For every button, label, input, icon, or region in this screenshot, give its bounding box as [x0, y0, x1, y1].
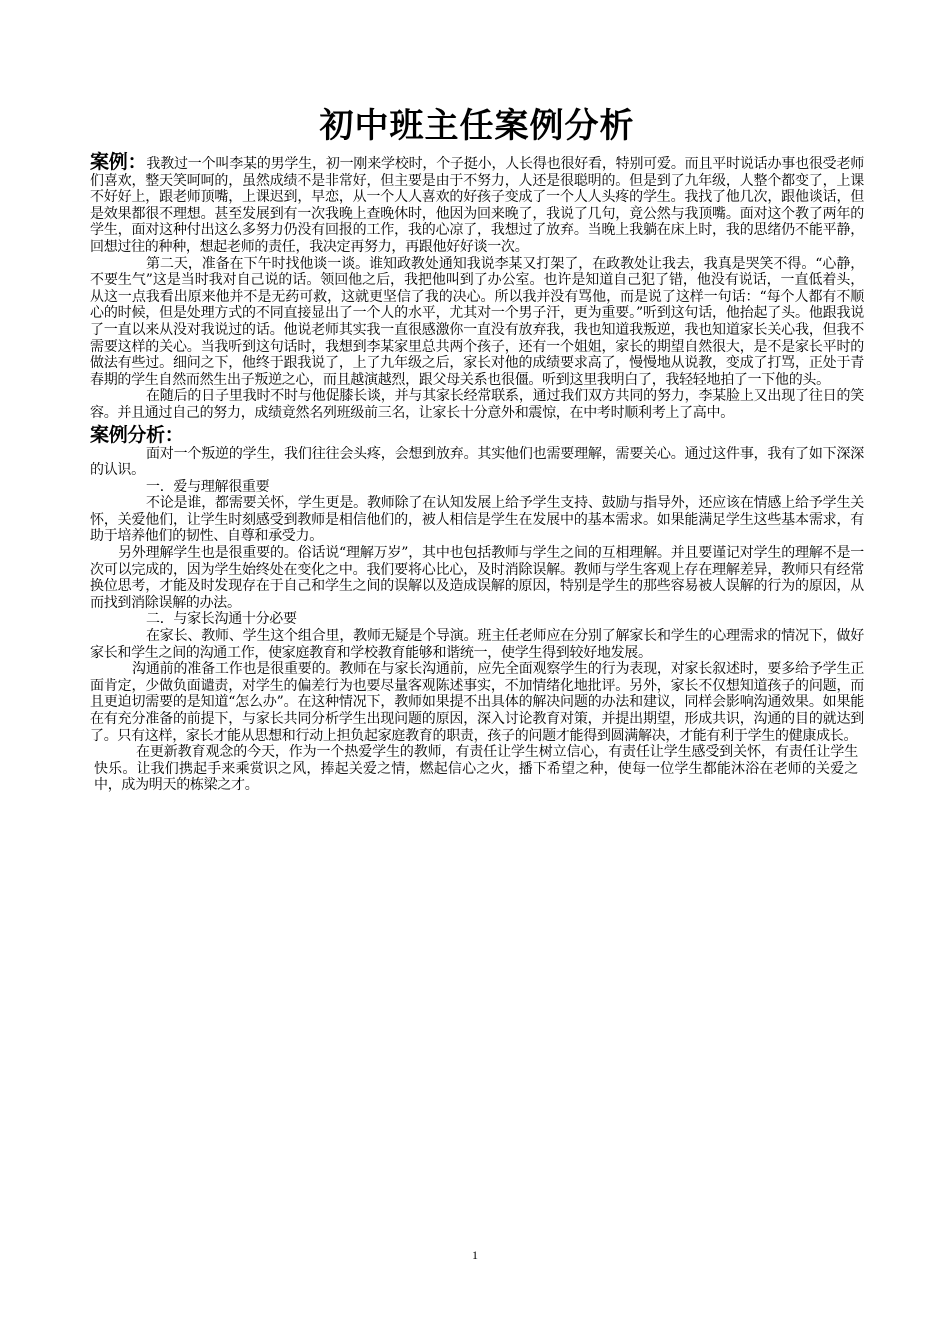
analysis-intro: 面对一个叛逆的学生，我们往往会头疼，会想到放弃。其实他们也需要理解，需要关心。通过这件事，我有了如下深深的认识。 [90, 445, 864, 479]
conclusion-paragraph: 在更新教育观念的今天，作为一个热爱学生的教师，有责任让学生树立信心，有责任让学生感受到关怀，有责任让学生快乐。让我们携起手来乘赏识之风，捧起关爱之情，燃起信心之火，播下希望之种，使每一位学生都能沐浴在老师的关爱之中，成为明天的栋梁之才。 [94, 744, 858, 794]
document-page [90, 98, 864, 794]
section2-title: 二．与家长沟通十分必要 [146, 611, 297, 628]
section1-paragraph-1: 不论是谁，都需要关怀，学生更是。教师除了在认知发展上给予学生支持、鼓励与指导外，还应该在情感上给予学生关怀，关爱他们，让学生时刻感受到教师是相信他们的，被人相信是学生在发展中的基本需求。如果能满足学生这些基本需求，有助于培养他们的韧性、自尊和承受力。 [90, 495, 864, 545]
page-number: 1 [472, 1248, 478, 1262]
case-paragraph-1 [90, 151, 864, 256]
section1-title: 一．爱与理解很重要 [146, 478, 270, 495]
section2-paragraph-1: 在家长、教师、学生这个组合里，教师无疑是个导演。班主任老师应在分别了解家长和学生的心理需求的情况下，做好家长和学生之间的沟通工作，使家庭教育和学校教育能够和谐统一，使学生得到较好地发展。 [90, 628, 864, 661]
case-label: 案例： [90, 151, 147, 173]
case-paragraph-1-text: 我教过一个叫李某的男学生，初一刚来学校时，个子挺小，人长得也很好看，特别可爱。而且平时说话办事也很受老师们喜欢，整天笑呵呵的，虽然成绩不是非常好，但主要是由于不努力，人还是很聪明的。但是到了九年级，人整个都变了，上课不好好上，跟老师顶嘴，上课迟到，早恋，从一个人人喜欢的好孩子变成了一个人人头疼的学生。我找了他几次，跟他谈话，但是效果都很不理想。甚至发展到有一次我晚上查晚休时，他因为回来晚了，我说了几句，竟公然与我顶嘴。面对这个教了两年的学生，面对这种付出这么多努力仍没有回报的工作，我的心凉了，我想过了放弃。当晚上我躺在床上时，我的思绪仍不能平静，回想过往的种种，想起老师的责任，我决定再努力，再跟他好好谈一次。 [90, 156, 864, 255]
document-title: 初中班主任案例分析 [319, 106, 635, 146]
case-paragraph-3: 在随后的日子里我时不时与他促膝长谈，并与其家长经常联系，通过我们双方共同的努力，李某脸上又出现了往日的笑容。并且通过自己的努力，成绩竟然名列班级前三名，让家长十分意外和震惊，在中考时顺利考上了高中。 [90, 388, 864, 421]
section2-paragraph-2: 沟通前的准备工作也是很重要的。教师在与家长沟通前，应先全面观察学生的行为表现，对家长叙述时，要多给予学生正面肯定，少做负面谴责，对学生的偏差行为也要尽量客观陈述事实，不加情绪化地批评。另外，家长不仅想知道孩子的问题，而且更迫切需要的是知道“怎么办”。在这种情况下，教师如果提不出具体的解决问题的办法和建议，同样会影响沟通效果。如果能在有充分准备的前提下，与家长共同分析学生出现问题的原因，深入讨论教育对策，并提出期望，形成共识，沟通的目的就达到了。只有这样，家长才能从思想和行动上担负起家庭教育的职责，孩子的问题才能得到圆满解决，才能有利于学生的健康成长。 [90, 661, 864, 744]
analysis-label: 案例分析： [90, 423, 184, 446]
case-paragraph-2: 第二天，准备在下午时找他谈一谈。谁知政教处通知我说李某又打架了，在政教处让我去，我真是哭笑不得。“心静，不要生气”这是当时我对自己说的话。领回他之后，我把他叫到了办公室。也许是知道自己犯了错，他没有说话，一直低着头，从这一点我看出原来他并不是无药可救，这就更坚信了我的决心。所以我并没有骂他，而是说了这样一句话：“每个人都有不顺心的时候，但是处理方式的不同直接显出了一个人的水平，尤其对一个男子汗，更为重要。”听到这句话，他抬起了头。他跟我说了一直以来从没对我说过的话。他说老师其实我一直很感激你一直没有放弃我，我也知道我叛逆，我也知道家长关心我，但我不需要这样的关心。当我听到这句话时，我想到李某家里总共两个孩子，还有一个姐姐，家长的期望自然很大，是不是家长平时的做法有些过。细问之下，他终于跟我说了，上了九年级之后，家长对他的成绩要求高了，慢慢地从说教，变成了打骂，正处于青春期的学生自然而然生出子叛逆之心，而且越演越烈，跟父母关系也很僵。听到这里我明白了，我轻轻地拍了一下他的头。 [90, 255, 864, 388]
section1-paragraph-2: 另外理解学生也是很重要的。俗话说“理解万岁”，其中也包括教师与学生之间的互相理解。并且要谨记对学生的理解不是一次可以完成的，因为学生始终处在变化之中。我们要将心比心，及时消除误解。教师与学生客观上存在理解差异，教师只有经常换位思考，才能及时发现存在于自己和学生之间的误解以及造成误解的原因，特别是学生的那些容易被人误解的行为的原因，从而找到消除误解的办法。 [90, 545, 864, 611]
